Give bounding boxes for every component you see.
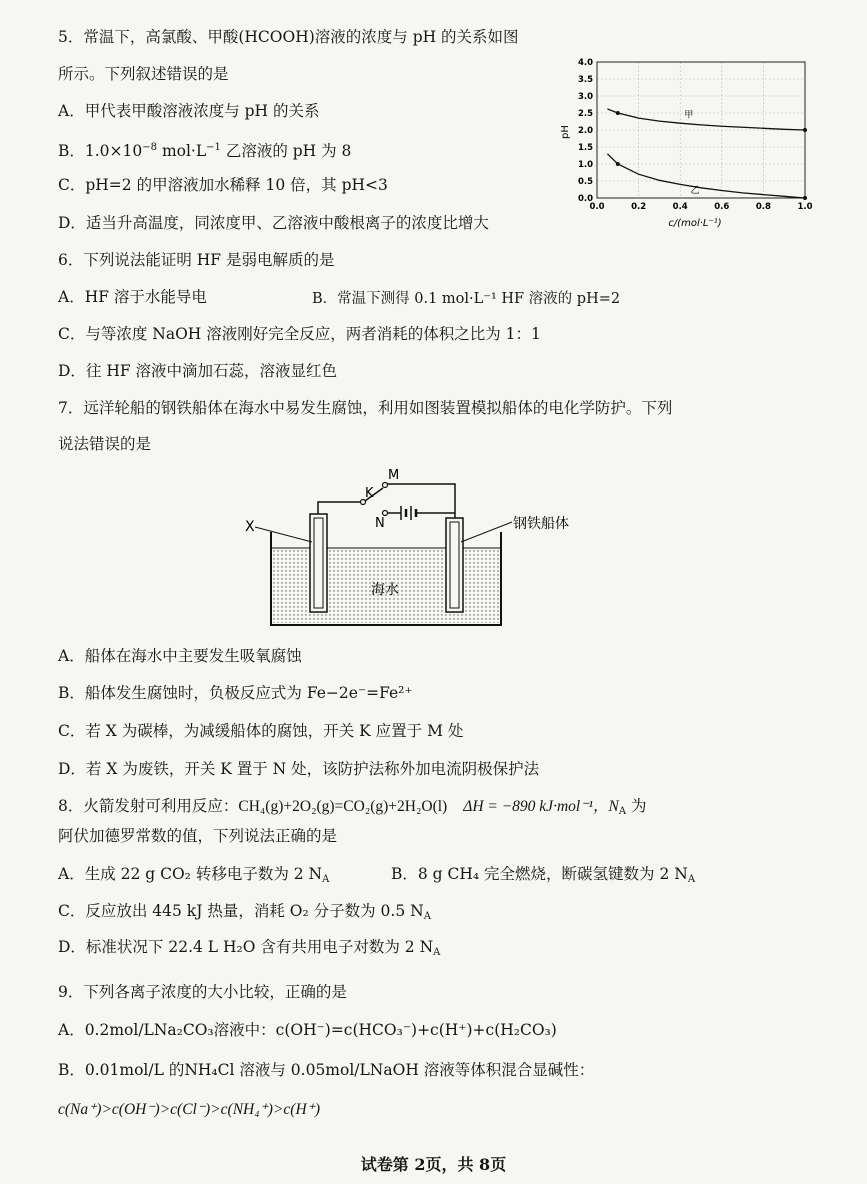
label-k: K bbox=[365, 486, 374, 501]
q8-option-d-text: D．标准状况下 22.4 L H₂O 含有共用电子对数为 2 N bbox=[58, 938, 434, 956]
label-n: N bbox=[375, 516, 385, 531]
y-tick-label: 2.0 bbox=[577, 126, 593, 136]
y-tick-label: 1.5 bbox=[577, 143, 593, 153]
q7-option-d: D．若 X 为废铁，开关 K 置于 N 处，该防护法称外加电流阴极保护法 bbox=[58, 760, 540, 778]
y-tick-label: 4.0 bbox=[577, 58, 593, 68]
q8-option-a-text: A．生成 22 g CO₂ 转移电子数为 2 N bbox=[58, 865, 323, 883]
contact-n[interactable] bbox=[383, 511, 388, 516]
q7-option-c: C．若 X 为碳棒，为减缓船体的腐蚀，开关 K 应置于 M 处 bbox=[58, 722, 464, 740]
x-tick-label: 1.0 bbox=[797, 202, 813, 212]
contact-m[interactable] bbox=[383, 483, 388, 488]
q8-equation: CH₄(g)+2O₂(g)=CO₂(g)+2H₂O(l) bbox=[238, 798, 448, 815]
x-tick-label: 0.0 bbox=[589, 202, 605, 212]
q5-option-a: A．甲代表甲酸溶液浓度与 pH 的关系 bbox=[58, 102, 320, 120]
q8-stem-line2: 阿伏加德罗常数的值，下列说法正确的是 bbox=[58, 827, 338, 845]
q9-stem: 9．下列各离子浓度的大小比较，正确的是 bbox=[58, 983, 347, 1001]
q7-option-a: A．船体在海水中主要发生吸氧腐蚀 bbox=[58, 647, 302, 665]
x-tick-label: 0.4 bbox=[672, 202, 688, 212]
q5-option-b bbox=[58, 138, 351, 161]
q5-option-b-exp2: −1 bbox=[206, 142, 221, 153]
q5-option-b-exp1: −8 bbox=[142, 142, 158, 153]
q8-stem-line1 bbox=[58, 796, 647, 822]
q5-option-c: C．pH=2 的甲溶液加水稀释 10 倍，其 pH<3 bbox=[58, 176, 388, 194]
data-point bbox=[616, 162, 620, 166]
y-tick-label: 3.5 bbox=[577, 75, 593, 85]
q8-option-c bbox=[58, 901, 431, 927]
electrode-x bbox=[310, 514, 327, 612]
q8-delta-h-post: 为 bbox=[626, 797, 647, 815]
q8-option-a bbox=[58, 864, 329, 890]
q8-option-b bbox=[391, 864, 695, 890]
q8-stem-pre: 8．火箭发射可利用反应： bbox=[58, 797, 239, 815]
page-footer: 试卷第 2页，共 8页 bbox=[360, 1155, 507, 1174]
chart-grid bbox=[597, 62, 805, 198]
chart-series bbox=[607, 109, 807, 200]
q8-delta-h: ΔH = −890 kJ·mol⁻¹，N bbox=[463, 798, 619, 815]
label-m: M bbox=[388, 468, 400, 483]
q9-option-a: A．0.2mol/LNa₂CO₃溶液中：c(OH⁻)=c(HCO₃⁻)+c(H⁺)+c(H₂CO₃) bbox=[58, 1021, 557, 1039]
q9-option-b: B．0.01mol/L 的NH₄Cl 溶液与 0.05mol/LNaOH 溶液等体积混合显碱性： bbox=[58, 1061, 595, 1079]
ph-concentration-chart bbox=[555, 52, 815, 234]
label-x: X bbox=[245, 519, 255, 535]
y-tick-label: 2.5 bbox=[577, 109, 593, 119]
data-point bbox=[803, 196, 807, 200]
y-tick-label: 1.0 bbox=[577, 160, 593, 170]
x-tick-label: 0.2 bbox=[631, 202, 647, 212]
q8-option-c-sub: A bbox=[423, 911, 431, 922]
q8-option-d-sub: A bbox=[433, 947, 441, 958]
q6-option-c: C．与等浓度 NaOH 溶液刚好完全反应，两者消耗的体积之比为 1：1 bbox=[58, 325, 541, 343]
label-seawater: 海水 bbox=[371, 582, 399, 598]
q8-delta-h-sub: A bbox=[618, 806, 627, 817]
q7-stem-line2: 说法错误的是 bbox=[58, 435, 152, 453]
cathodic-protection-diagram bbox=[225, 462, 585, 637]
data-point bbox=[616, 111, 620, 115]
q5-option-b-mid: mol·L bbox=[157, 142, 207, 160]
q6-option-b: B．常温下测得 0.1 mol·L⁻¹ HF 溶液的 pH=2 bbox=[312, 291, 621, 307]
q7-stem-line1: 7．远洋轮船的钢铁船体在海水中易发生腐蚀，利用如图装置模拟船体的电化学防护。下列 bbox=[58, 399, 673, 417]
x-tick-label: 0.6 bbox=[714, 202, 730, 212]
q8-option-a-sub: A bbox=[322, 874, 330, 885]
q5-option-b-post: 乙溶液的 pH 为 8 bbox=[220, 142, 352, 160]
series-line-yi bbox=[607, 154, 805, 198]
electrode-hull bbox=[446, 518, 463, 612]
series-line-jia bbox=[607, 109, 805, 130]
q8-option-b-sub: A bbox=[687, 874, 696, 885]
series-label-jia: 甲 bbox=[684, 110, 694, 121]
q5-stem-line2: 所示。下列叙述错误的是 bbox=[58, 65, 229, 83]
chart-x-axis-label: c/(mol·L⁻¹) bbox=[668, 218, 722, 229]
series-label-yi: 乙 bbox=[690, 185, 700, 196]
chart-y-axis-label: pH bbox=[560, 125, 571, 139]
q6-stem: 6．下列说法能证明 HF 是弱电解质的是 bbox=[58, 251, 335, 269]
y-tick-label: 0.5 bbox=[577, 177, 593, 187]
q9-option-b-inequality: c(Na⁺)>c(OH⁻)>c(Cl⁻)>c(NH₄⁺)>c(H⁺) bbox=[58, 1101, 320, 1118]
y-tick-label: 3.0 bbox=[577, 92, 593, 102]
data-point bbox=[803, 128, 807, 132]
q5-stem-line1: 5．常温下，高氯酸、甲酸(HCOOH)溶液的浓度与 pH 的关系如图 bbox=[58, 28, 519, 46]
q5-option-b-pre: B．1.0×10 bbox=[58, 142, 143, 160]
x-tick-label: 0.8 bbox=[755, 202, 771, 212]
q6-option-d: D．往 HF 溶液中滴加石蕊，溶液显红色 bbox=[58, 362, 338, 380]
y-tick-label: 0.0 bbox=[577, 194, 593, 204]
q8-option-d bbox=[58, 937, 440, 963]
q7-option-b: B．船体发生腐蚀时，负极反应式为 Fe−2e⁻=Fe²⁺ bbox=[58, 684, 413, 702]
label-steel-hull: 钢铁船体 bbox=[513, 516, 569, 532]
q8-option-b-text: B．8 g CH₄ 完全燃烧，断碳氢键数为 2 N bbox=[391, 865, 688, 883]
q8-option-c-text: C．反应放出 445 kJ 热量，消耗 O₂ 分子数为 0.5 N bbox=[58, 902, 424, 920]
q5-option-d: D．适当升高温度，同浓度甲、乙溶液中酸根离子的浓度比增大 bbox=[58, 214, 489, 232]
q6-option-a: A．HF 溶于水能导电 bbox=[58, 288, 207, 306]
